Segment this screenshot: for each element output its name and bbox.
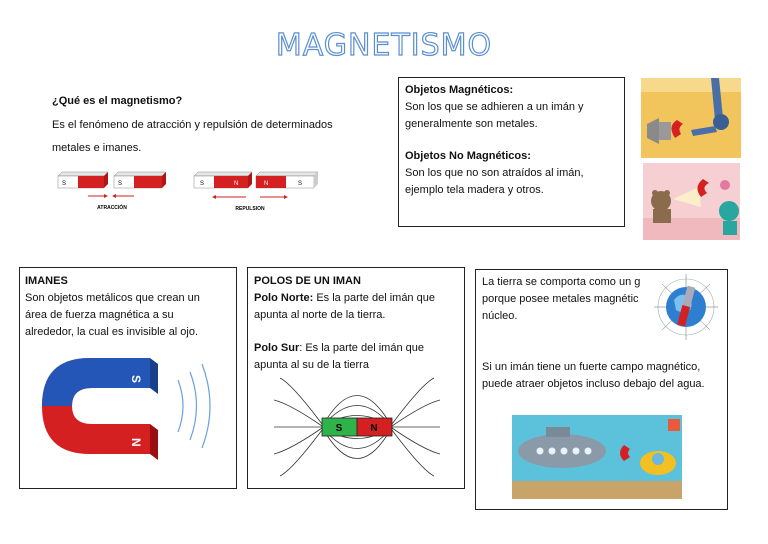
magnetic-objects-line-2: generalmente son metales.: [405, 118, 538, 130]
objects-box: [398, 77, 625, 227]
imanes-line-3: alrededor, la cual es invisible al ojo.: [25, 326, 199, 338]
attraction-diagram: [50, 170, 175, 215]
polo-sur-line-1: [254, 340, 424, 357]
field-wave-1: [178, 380, 183, 432]
horseshoe-magnet-illustration: [30, 350, 230, 470]
polo-sur-text: : Es la parte del imán que: [299, 342, 424, 354]
robot-magnet-illustration: [641, 78, 741, 158]
repulsion-right-n-label: N: [264, 181, 269, 187]
attraction-magnet-right: [114, 172, 166, 188]
imanes-heading: IMANES: [25, 275, 68, 287]
earth-magnet-illustration: [650, 272, 722, 342]
horseshoe-s-label: S: [129, 375, 143, 384]
imanes-line-2: área de fuerza magnética a su: [25, 309, 174, 321]
tierra-line-4: Si un imán tiene un fuerte campo magnético,: [482, 361, 701, 373]
nonmagnetic-objects-line-2: ejemplo tela madera y otros.: [405, 184, 544, 196]
polos-heading: POLOS DE UN IMAN: [254, 275, 361, 287]
polo-norte-text: Es la parte del imán que: [313, 292, 435, 304]
repulsion-left-n-label: N: [234, 181, 239, 187]
nonmagnetic-objects-heading: Objetos No Magnéticos:: [405, 150, 531, 162]
repulsion-right-s-label: S: [298, 181, 303, 187]
nonmagnetic-objects-line-1: Son los que no son atraídos al imán,: [405, 167, 584, 179]
tierra-line-2: porque posee metales magnétic: [482, 293, 639, 305]
imanes-line-1: Son objetos metálicos que crean un: [25, 292, 200, 304]
attraction-magnet-left: [58, 172, 108, 188]
magnetic-objects-heading: Objetos Magnéticos:: [405, 84, 514, 96]
teddy-magnet-illustration: [643, 163, 740, 240]
polo-sur-label: Polo Sur: [254, 342, 300, 354]
horseshoe-n-label: N: [129, 438, 143, 447]
field-wave-3: [202, 364, 210, 448]
repulsion-magnet-left: [194, 172, 252, 188]
submarine-illustration: [512, 411, 682, 499]
repulsion-caption: REPULSION: [235, 206, 265, 212]
attraction-right-s-label: S: [118, 181, 123, 187]
page-title: MAGNETISMO: [275, 28, 493, 63]
field-lines-diagram: [272, 374, 442, 480]
intro-line-2: metales e imanes.: [52, 142, 142, 154]
magnetic-objects-line-1: Son los que se adhieren a un imán y: [405, 101, 584, 113]
polo-norte-label: Polo Norte:: [254, 292, 314, 304]
bar-magnet-n-label: N: [370, 423, 378, 434]
polo-norte-line-2: apunta al norte de la tierra.: [254, 309, 386, 321]
attraction-caption: ATRACCIÓN: [97, 205, 127, 211]
repulsion-diagram: [190, 170, 322, 215]
bar-magnet-s-label: S: [335, 423, 343, 434]
polo-norte-line-1: [254, 290, 435, 307]
tierra-line-5: puede atraer objetos incluso debajo del agua.: [482, 378, 705, 390]
attraction-left-s-label: S: [62, 181, 67, 187]
intro-heading: ¿Qué es el magnetismo?: [52, 95, 183, 107]
intro-line-1: Es el fenómeno de atracción y repulsión de determinados: [52, 119, 333, 131]
repulsion-left-s-label: S: [200, 181, 205, 187]
repulsion-magnet-right: [256, 172, 318, 188]
tierra-line-3: núcleo.: [482, 310, 518, 322]
tierra-line-1: La tierra se comporta como un g: [482, 276, 641, 288]
field-wave-2: [190, 372, 197, 440]
polo-sur-line-2: apunta al su de la tierra: [254, 359, 369, 371]
